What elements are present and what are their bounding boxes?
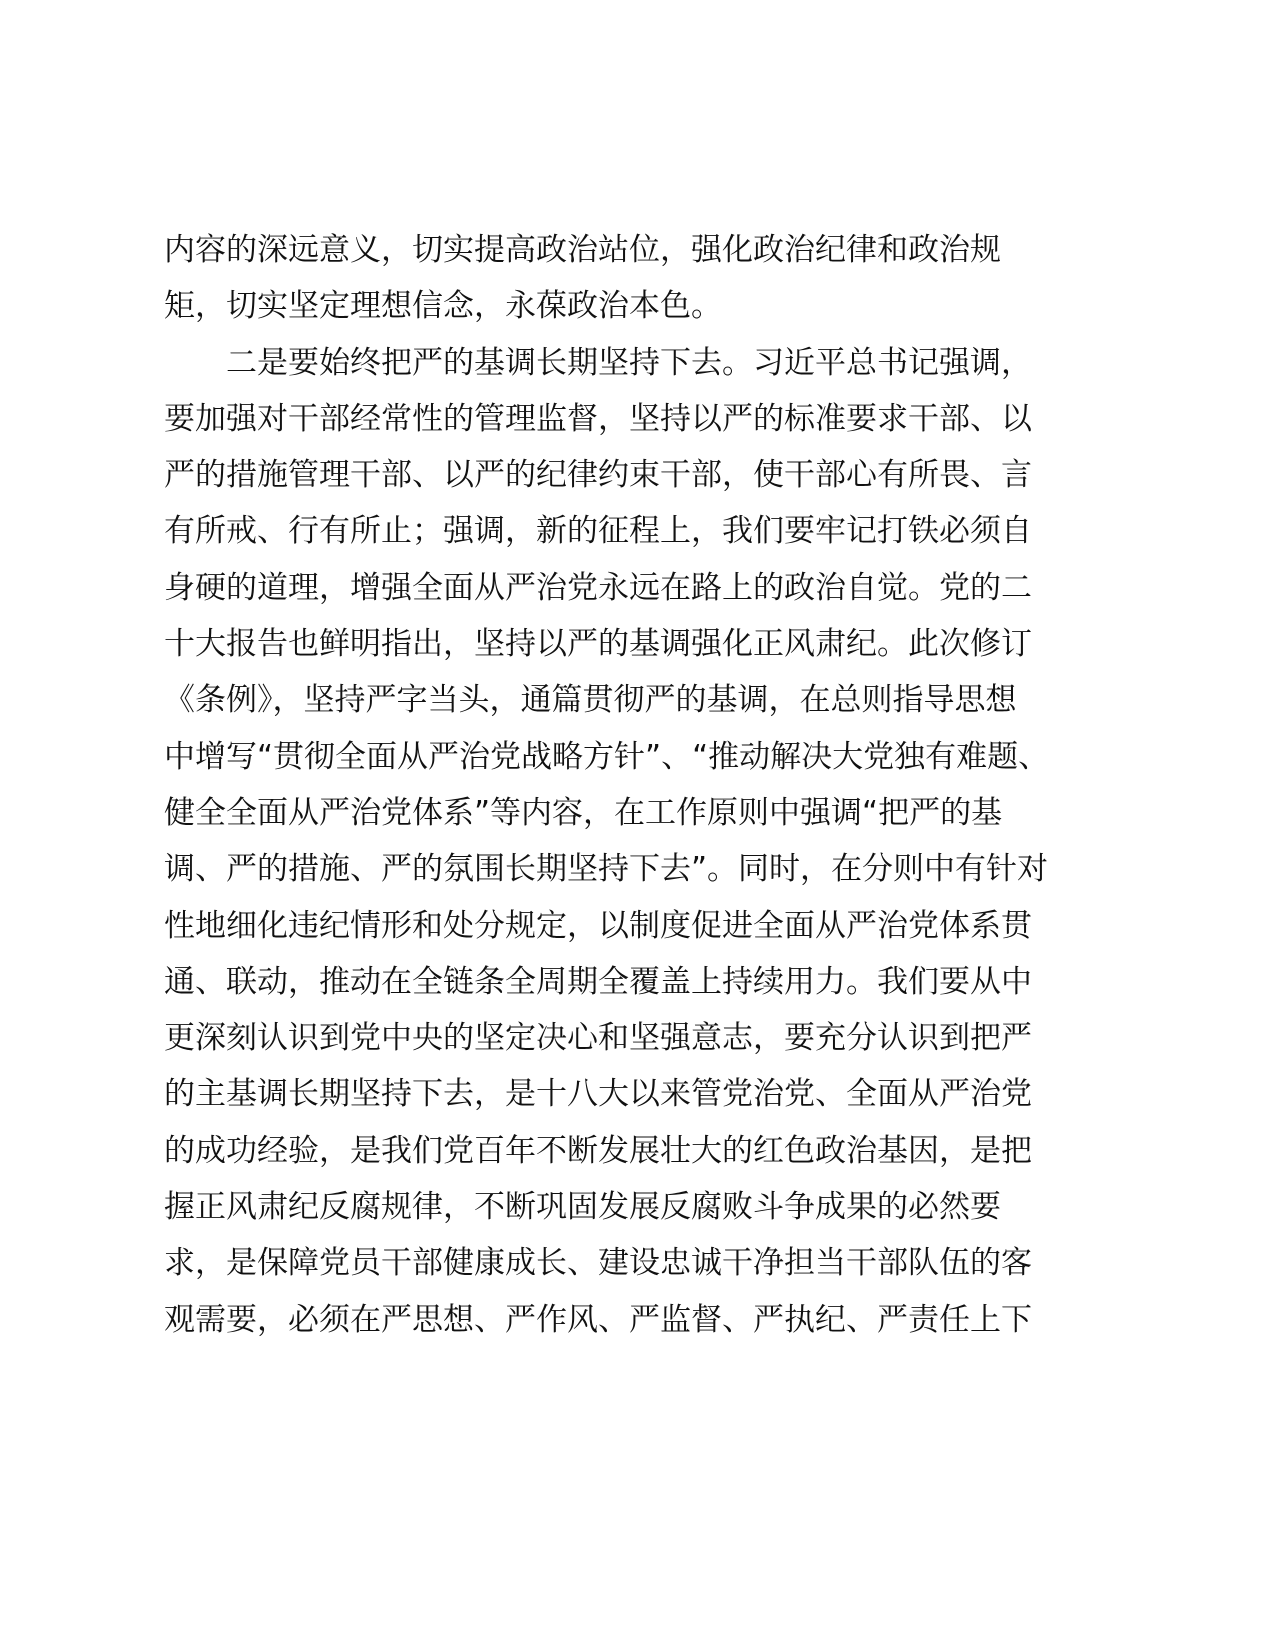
text-line: 握正风肃纪反腐规律，不断巩固发展反腐败斗争成果的必然要 xyxy=(164,1189,1001,1226)
text-line: 观需要，必须在严思想、严作风、严监督、严执纪、严责任上下 xyxy=(164,1301,1032,1338)
text-line: 通、联动，推动在全链条全周期全覆盖上持续用力。我们要从中 xyxy=(164,963,1032,1000)
text-line: 要加强对干部经常性的管理监督，坚持以严的标准要求干部、以 xyxy=(164,400,1032,437)
text-line: 的成功经验，是我们党百年不断发展壮大的红色政治基因，是把 xyxy=(164,1132,1032,1169)
text-line: 求，是保障党员干部健康成长、建设忠诚干净担当干部队伍的客 xyxy=(164,1245,1032,1282)
text-line: 的主基调长期坚持下去，是十八大以来管党治党、全面从严治党 xyxy=(164,1076,1032,1113)
text-line: 中增写“贯彻全面从严治党战略方针”、“推动解决大党独有难题、 xyxy=(164,738,1050,775)
text-line: 二是要始终把严的基调长期坚持下去。习近平总书记强调， xyxy=(226,344,1032,381)
text-line: 十大报告也鲜明指出，坚持以严的基调强化正风肃纪。此次修订 xyxy=(164,626,1032,663)
text-line: 严的措施管理干部、以严的纪律约束干部，使干部心有所畏、言 xyxy=(164,457,1032,494)
text-line: 调、严的措施、严的氛围长期坚持下去”。同时，在分则中有针对 xyxy=(164,851,1049,888)
text-line: 更深刻认识到党中央的坚定决心和坚强意志，要充分认识到把严 xyxy=(164,1020,1032,1057)
text-line: 矩，切实坚定理想信念，永葆政治本色。 xyxy=(164,288,722,325)
text-line: 内容的深远意义，切实提高政治站位，强化政治纪律和政治规 xyxy=(164,232,1001,268)
text-line: 有所戒、行有所止；强调，新的征程上，我们要牢记打铁必须自 xyxy=(164,513,1032,550)
text-line: 《条例》，坚持严字当头，通篇贯彻严的基调，在总则指导思想 xyxy=(164,682,1017,719)
text-line: 身硬的道理，增强全面从严治党永远在路上的政治自觉。党的二 xyxy=(164,569,1032,606)
text-line: 性地细化违纪情形和处分规定，以制度促进全面从严治党体系贯 xyxy=(164,907,1032,944)
body-text xyxy=(164,222,1114,1348)
text-line: 健全全面从严治党体系”等内容，在工作原则中强调“把严的基 xyxy=(164,794,1003,831)
